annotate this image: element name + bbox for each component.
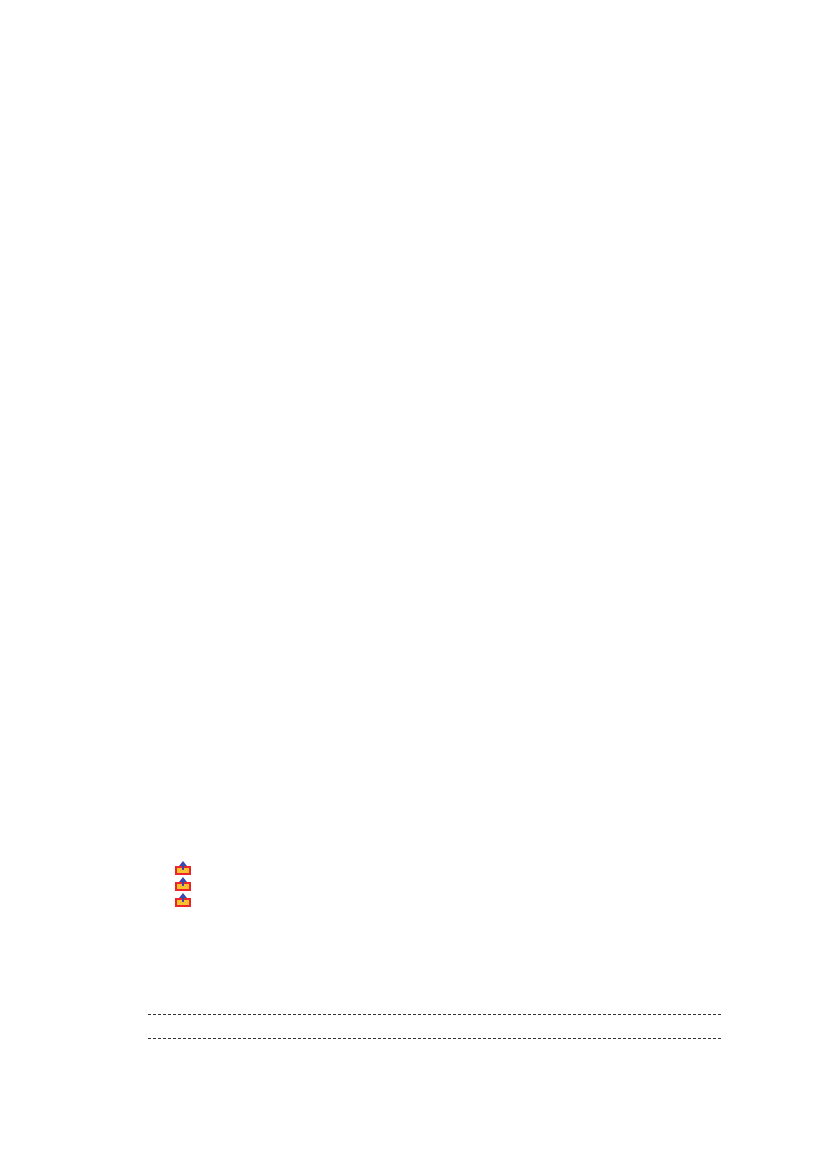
arrow-bullet-icon: [174, 860, 192, 876]
reading-text: [100, 178, 725, 188]
option-item[interactable]: [174, 892, 198, 908]
question-1: [123, 789, 148, 809]
option-item[interactable]: [174, 876, 198, 892]
question-2: [123, 958, 148, 978]
options-list: [174, 860, 198, 908]
answer-line[interactable]: [148, 1038, 721, 1039]
arrow-bullet-icon: [174, 876, 192, 892]
arrow-bullet-icon: [174, 892, 192, 908]
option-item[interactable]: [174, 860, 198, 876]
answer-line[interactable]: [148, 1014, 721, 1015]
